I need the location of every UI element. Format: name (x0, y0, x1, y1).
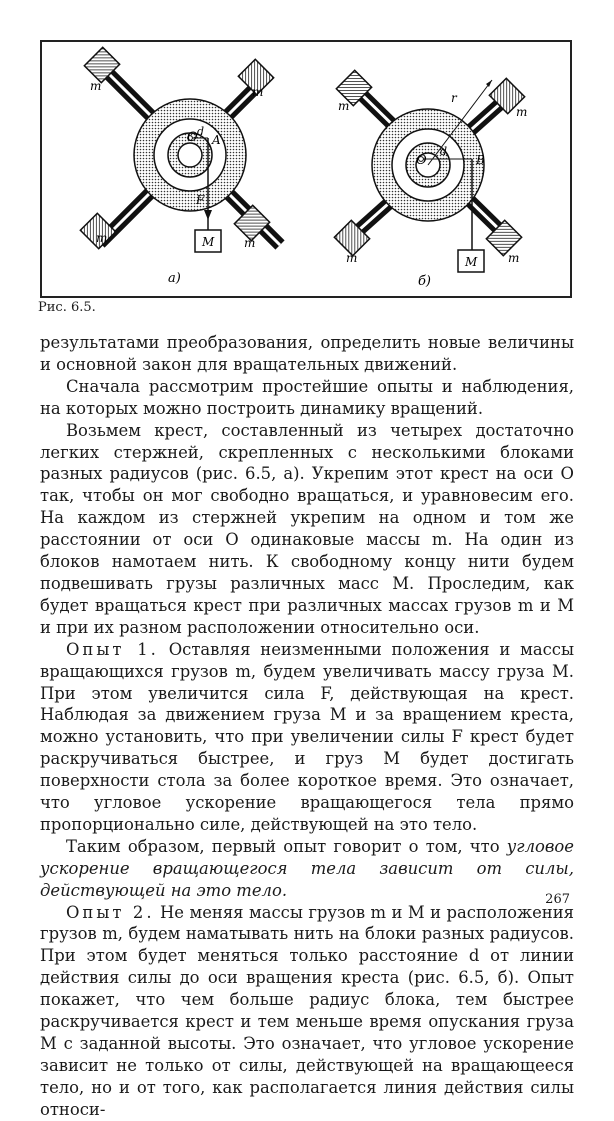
paragraph-text: Не меняя массы грузов m и M и расположения грузов m, будем наматывать нить на блоки разных радиусов. При этом будет меняться только расстояние d от линии действия силы до оси вращения креста (рис. 6.5, б). Опыт покажет, что чем больше радиус блока, тем быстрее раскручивается крест и тем меньше время опускания груза M с заданной высоты. Это означает, что угловое ускорение зависит не только от силы, действующей на вращающееся тело, но и от того, как располагается линия действия силы относи- (40, 902, 574, 1119)
figure-6-5 (40, 40, 572, 298)
paragraph: Возьмем крест, составленный из четырех достаточно легких стержней, скрепленных с несколькими блоками разных радиусов (рис. 6.5, а). Укрепим этот крест на оси O так, чтобы он мог свободно вращаться, и уравновесим его. На каждом из стержней укрепим на одном и том же расстоянии от оси O одинаковые массы m. На один из блоков намотаем нить. К свободному концу нити будем подвешивать грузы различных масс M. Проследим, как будет вращаться крест при различных массах грузов m и M и при их разном расположении относительно оси. (40, 420, 574, 637)
label-mass-a-2: m (252, 85, 264, 99)
paragraph-text: Таким образом, первый опыт говорит о том, что (66, 836, 500, 856)
label-force-a: F (196, 193, 205, 207)
label-mass-b-1: m (338, 99, 350, 113)
label-mass-a-3: m (96, 231, 108, 245)
label-d-a: d (197, 125, 205, 138)
paragraph (40, 836, 574, 902)
label-weight-b: M (465, 255, 478, 269)
paragraph (40, 639, 574, 836)
label-mass-a-4: m (244, 236, 256, 250)
figure-svg (40, 40, 572, 298)
paragraph: результатами преобразования, определить новые величины и основной закон для вращательных движений. (40, 333, 574, 374)
label-mass-b-2: m (516, 105, 528, 119)
label-point-a: A (212, 133, 221, 147)
label-axis-o-a: O (187, 130, 198, 145)
experiment-lead: Опыт 1. (66, 639, 159, 659)
experiment-lead: Опыт 2. (66, 902, 155, 922)
label-point-b: B (476, 153, 485, 167)
paragraph (40, 902, 574, 1121)
label-axis-o-b: O (416, 153, 427, 168)
figure-caption: Рис. 6.5. (38, 300, 96, 315)
panel-label-b: б) (418, 274, 432, 289)
label-mass-a-1: m (90, 79, 102, 93)
label-mass-b-4: m (508, 251, 520, 265)
label-r-b: r (451, 91, 457, 105)
body-text (40, 332, 574, 1121)
page-number: 267 (545, 892, 570, 907)
paragraph-text: Оставляя неизменными положения и массы вращающихся грузов m, будем увеличивать массу груза M. При этом увеличится сила F, действующая на крест. Наблюдая за движением груза M и за вращением креста, можно установить, что при увеличении силы F крест будет раскручиваться быстрее, и груз M будет достигать поверхности стола за более короткое время. Это означает, что угловое ускорение вращающегося тела прямо пропорционально силе, действующей на это тело. (40, 639, 575, 834)
label-d-b: d (440, 145, 448, 158)
label-mass-b-3: m (346, 251, 358, 265)
italic-conclusion: угловое ускорение вращающегося тела зависит от силы, действующей на это тело. (40, 836, 574, 900)
panel-label-a: а) (168, 271, 181, 286)
paragraph: Сначала рассмотрим простейшие опыты и наблюдения, на которых можно построить динамику вращений. (40, 376, 574, 418)
label-weight-a: M (202, 235, 215, 249)
